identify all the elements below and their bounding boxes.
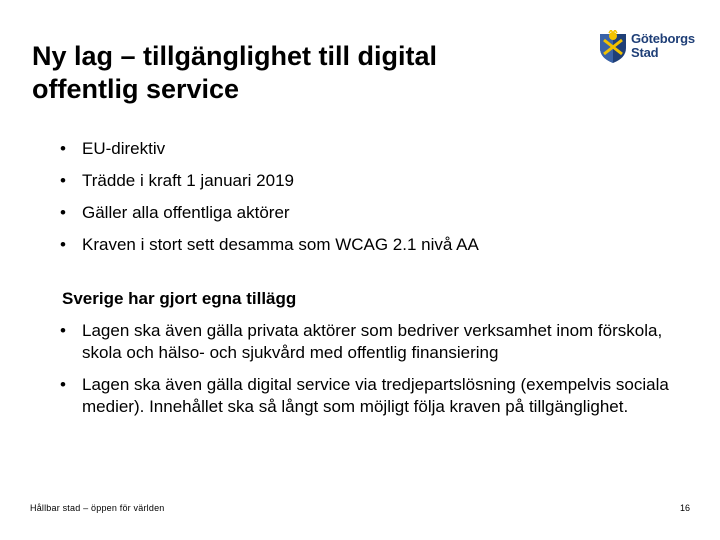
bullet-icon: •: [60, 235, 66, 254]
logo-wordmark: [631, 32, 695, 60]
coat-of-arms-icon: [598, 30, 628, 64]
list-item: [60, 202, 479, 224]
bullet-text: Lagen ska även gälla privata aktörer som bedriver verksamhet inom förskola, skola och hälso- och sjukvård med offentlig finansiering: [82, 321, 663, 362]
list-item: [60, 138, 479, 160]
bullet-icon: •: [60, 203, 66, 222]
bullet-text: Kraven i stort sett desamma som WCAG 2.1 nivå AA: [82, 235, 479, 254]
main-bullet-list: [60, 138, 479, 266]
subheading: Sverige har gjort egna tillägg: [62, 289, 297, 308]
bullet-text: Trädde i kraft 1 januari 2019: [82, 171, 294, 190]
slide-title: [32, 40, 592, 106]
list-item: [60, 320, 680, 364]
page-number: 16: [679, 503, 690, 513]
list-item: [60, 170, 479, 192]
bullet-icon: •: [60, 321, 66, 340]
bullet-text: Lagen ska även gälla digital service via tredjepartslösning (exempelvis sociala medier). Innehållet ska så långt som möjligt följa kraven på tillgänglighet.: [82, 375, 669, 416]
additions-bullet-list: [60, 320, 680, 428]
bullet-icon: •: [60, 139, 66, 158]
logo-line-1: Göteborgs: [631, 31, 695, 46]
list-item: [60, 374, 680, 418]
slide-title-line-2: offentlig service: [32, 74, 240, 104]
goteborgs-stad-logo: [598, 30, 698, 64]
bullet-text: Gäller alla offentliga aktörer: [82, 203, 290, 222]
slide-title-line-1: Ny lag – tillgänglighet till digital: [32, 41, 438, 71]
logo-line-2: Stad: [631, 45, 659, 60]
list-item: [60, 234, 479, 256]
bullet-icon: •: [60, 171, 66, 190]
bullet-text: EU-direktiv: [82, 139, 166, 158]
footer-tagline: Hållbar stad – öppen för världen: [30, 503, 165, 513]
bullet-icon: •: [60, 375, 66, 394]
